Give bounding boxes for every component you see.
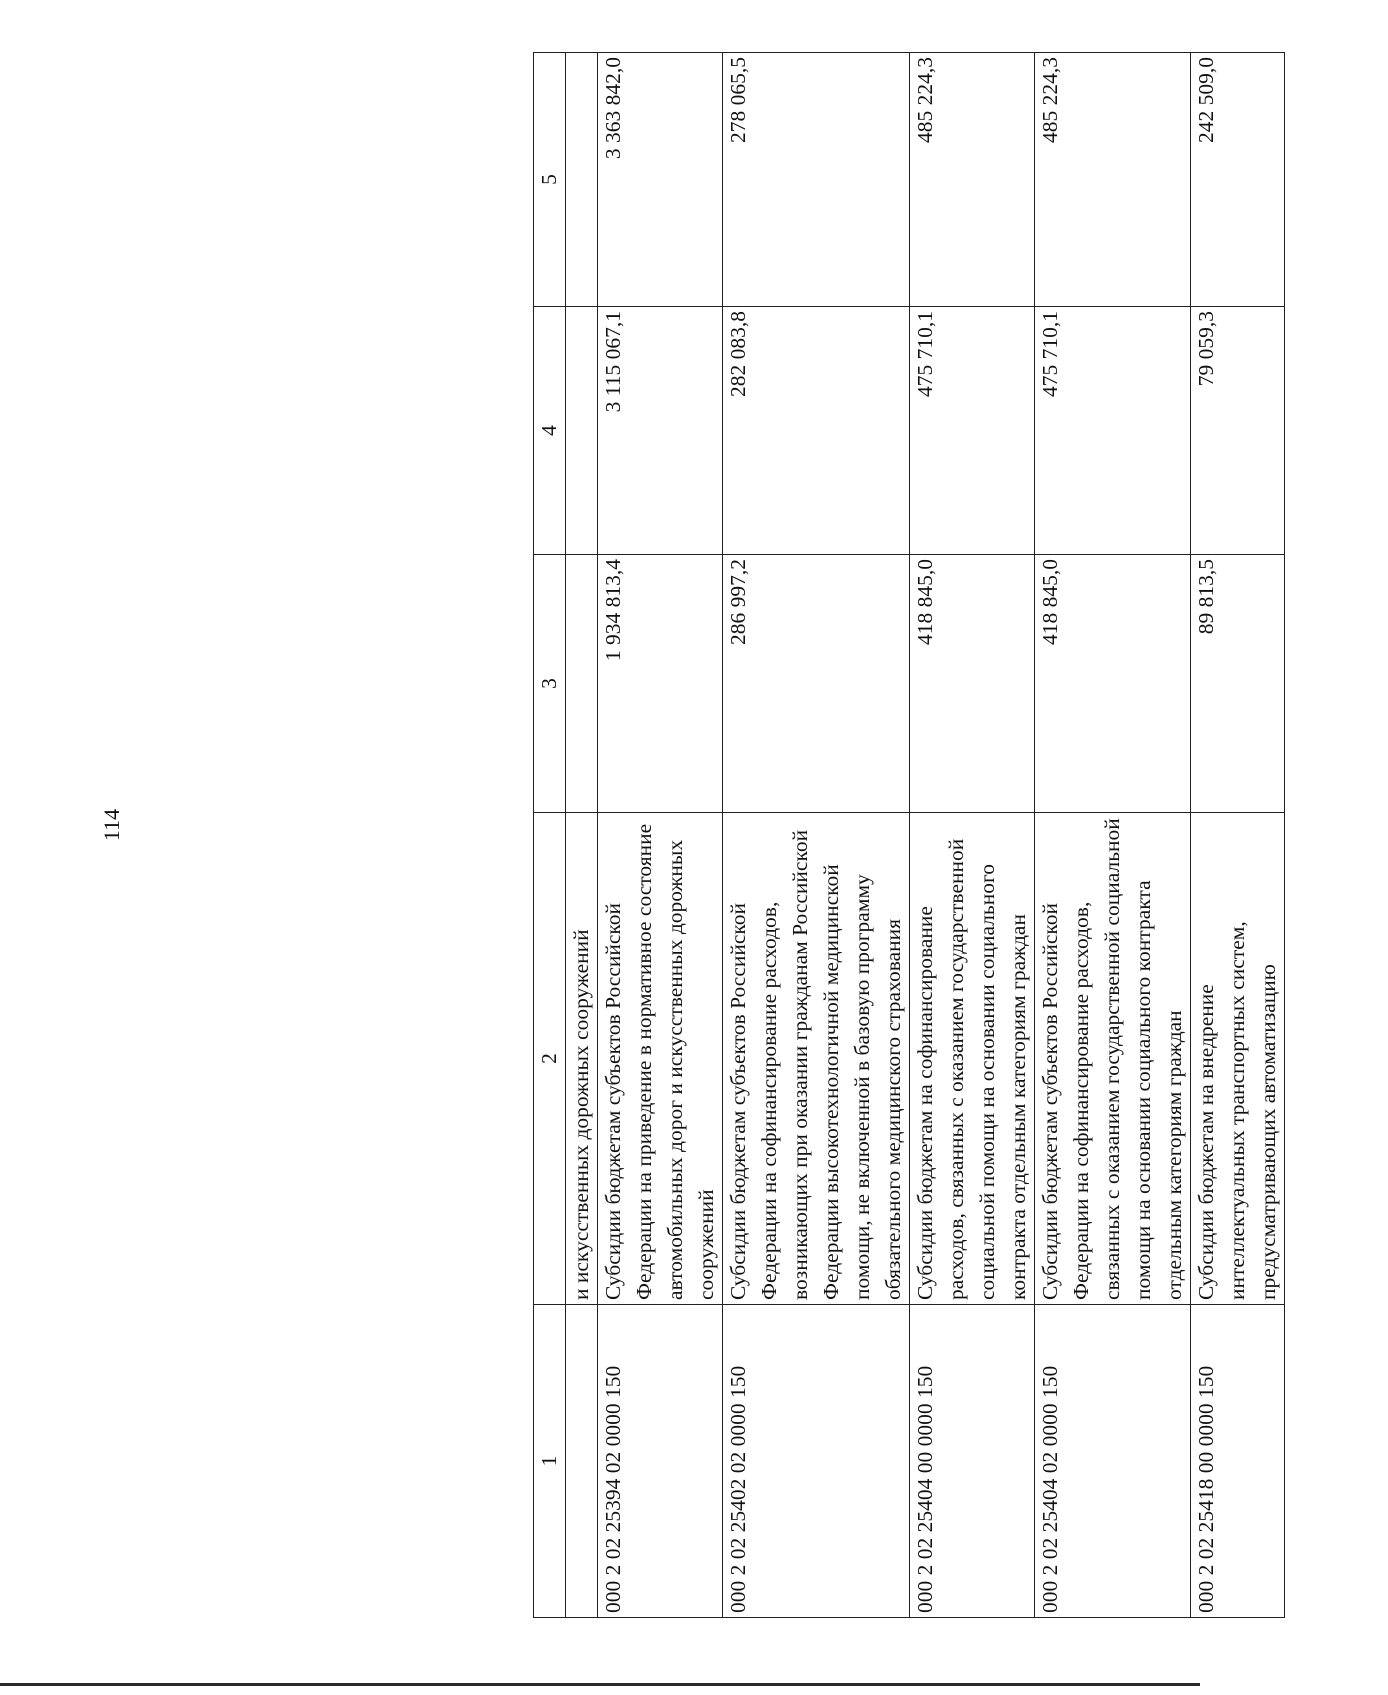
- amount-col3-cell: 1 934 813,4: [598, 555, 723, 813]
- table-row: [910, 53, 1035, 1618]
- budget-code-cell: 000 2 02 25402 02 0000 150: [723, 1305, 910, 1618]
- rotated-table-container: [533, 53, 1388, 1618]
- table-row: [566, 53, 598, 1618]
- amount-col4-cell: [566, 307, 598, 555]
- amount-col4-cell: 3 115 067,1: [598, 307, 723, 555]
- budget-code-cell: 000 2 02 25404 00 0000 150: [910, 1305, 1035, 1618]
- description-cell: Субсидии бюджетам на внедрение интеллектуальных транспортных систем, предусматривающих автоматизацию: [1191, 813, 1285, 1305]
- budget-code-cell: [566, 1305, 598, 1618]
- column-header-4: 4: [534, 307, 566, 555]
- amount-col4-cell: 282 083,8: [723, 307, 910, 555]
- amount-col5-cell: 485 224,3: [1035, 53, 1191, 307]
- amount-col5-cell: 485 224,3: [910, 53, 1035, 307]
- column-header-3: 3: [534, 555, 566, 813]
- table-row: [1191, 53, 1285, 1618]
- table-row: [598, 53, 723, 1618]
- amount-col5-cell: 278 065,5: [723, 53, 910, 307]
- description-cell: и искусственных дорожных сооружений: [566, 813, 598, 1305]
- amount-col4-cell: 475 710,1: [910, 307, 1035, 555]
- column-header-2: 2: [534, 813, 566, 1305]
- column-header-5: 5: [534, 53, 566, 307]
- description-cell: Субсидии бюджетам субъектов Российской Федерации на приведение в нормативное состояние автомобильных дорог и искусственных дорожных сооружений: [598, 813, 723, 1305]
- bottom-divider: [0, 1683, 1200, 1686]
- amount-col5-cell: 242 509,0: [1191, 53, 1285, 307]
- budget-code-cell: 000 2 02 25418 00 0000 150: [1191, 1305, 1285, 1618]
- budget-code-cell: 000 2 02 25394 02 0000 150: [598, 1305, 723, 1618]
- amount-col3-cell: 89 813,5: [1191, 555, 1285, 813]
- budget-code-cell: 000 2 02 25404 02 0000 150: [1035, 1305, 1191, 1618]
- amount-col5-cell: [566, 53, 598, 307]
- amount-col4-cell: 475 710,1: [1035, 307, 1191, 555]
- amount-col3-cell: 286 997,2: [723, 555, 910, 813]
- amount-col3-cell: [566, 555, 598, 813]
- amount-col4-cell: 79 059,3: [1191, 307, 1285, 555]
- description-cell: Субсидии бюджетам субъектов Российской Федерации на софинансирование расходов, связанных с оказанием государственной социальной помощи на основании социального контракта отдельным категориям граждан: [1035, 813, 1191, 1305]
- amount-col5-cell: 3 363 842,0: [598, 53, 723, 307]
- table-row: [1035, 53, 1191, 1618]
- table-header-row: [534, 53, 566, 1618]
- amount-col3-cell: 418 845,0: [1035, 555, 1191, 813]
- budget-table: [533, 52, 1285, 1618]
- page-number: 114: [99, 808, 124, 842]
- amount-col3-cell: 418 845,0: [910, 555, 1035, 813]
- description-cell: Субсидии бюджетам на софинансирование расходов, связанных с оказанием государственной социальной помощи на основании социального контракта отдельным категориям граждан: [910, 813, 1035, 1305]
- table-row: [723, 53, 910, 1618]
- column-header-1: 1: [534, 1305, 566, 1618]
- description-cell: Субсидии бюджетам субъектов Российской Федерации на софинансирование расходов, возникающих при оказании гражданам Российской Федерации высокотехнологичной медицинской помощи, не включенной в базовую программу обязательного медицинского страхования: [723, 813, 910, 1305]
